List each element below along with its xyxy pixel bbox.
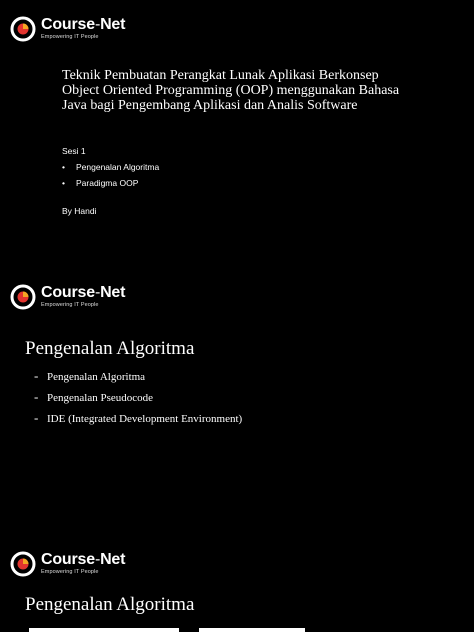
course-net-logo	[10, 551, 125, 577]
logo-tagline: Empowering IT People	[41, 569, 99, 576]
logo-name: Course-Net	[41, 16, 126, 34]
author-label: By Handi	[62, 206, 97, 216]
slide-3-title: Pengenalan Algoritma	[25, 594, 195, 615]
list-item: - Pengenalan Algoritma	[34, 370, 242, 391]
logo-name: Course-Net	[41, 551, 126, 569]
course-net-logo-icon	[10, 284, 36, 310]
logo-name: Course-Net	[41, 284, 126, 302]
list-item: - IDE (Integrated Development Environment)	[34, 412, 242, 433]
list-item: • Pengenalan Algoritma	[62, 160, 159, 176]
list-item: • Paradigma OOP	[62, 176, 159, 192]
slide-3	[0, 540, 474, 632]
course-net-logo	[10, 16, 125, 42]
logo-tagline: Empowering IT People	[41, 302, 99, 309]
list-item: - Pengenalan Pseudocode	[34, 391, 242, 412]
slide-2-topic-list	[34, 370, 242, 433]
logo-tagline: Empowering IT People	[41, 34, 99, 41]
content-bar-left	[29, 628, 179, 632]
slide-1-title: Teknik Pembuatan Perangkat Lunak Aplikasi Berkonsep Object Oriented Programming (OOP) menggunakan Bahasa Java bagi Pengembang Aplikasi dan Analis Software	[62, 68, 400, 113]
bullet-icon: •	[62, 162, 65, 172]
dash-bullet-icon: -	[34, 389, 39, 404]
slide-1	[0, 0, 474, 262]
course-net-logo	[10, 284, 125, 310]
course-net-logo-icon	[10, 16, 36, 42]
dash-bullet-icon: -	[34, 410, 39, 425]
session-topic-list	[62, 160, 159, 192]
content-bar-right	[199, 628, 305, 632]
course-net-logo-icon	[10, 551, 36, 577]
bullet-icon: •	[62, 178, 65, 188]
slide-2-title: Pengenalan Algoritma	[25, 338, 195, 359]
dash-bullet-icon: -	[34, 368, 39, 383]
session-label: Sesi 1	[62, 146, 86, 156]
